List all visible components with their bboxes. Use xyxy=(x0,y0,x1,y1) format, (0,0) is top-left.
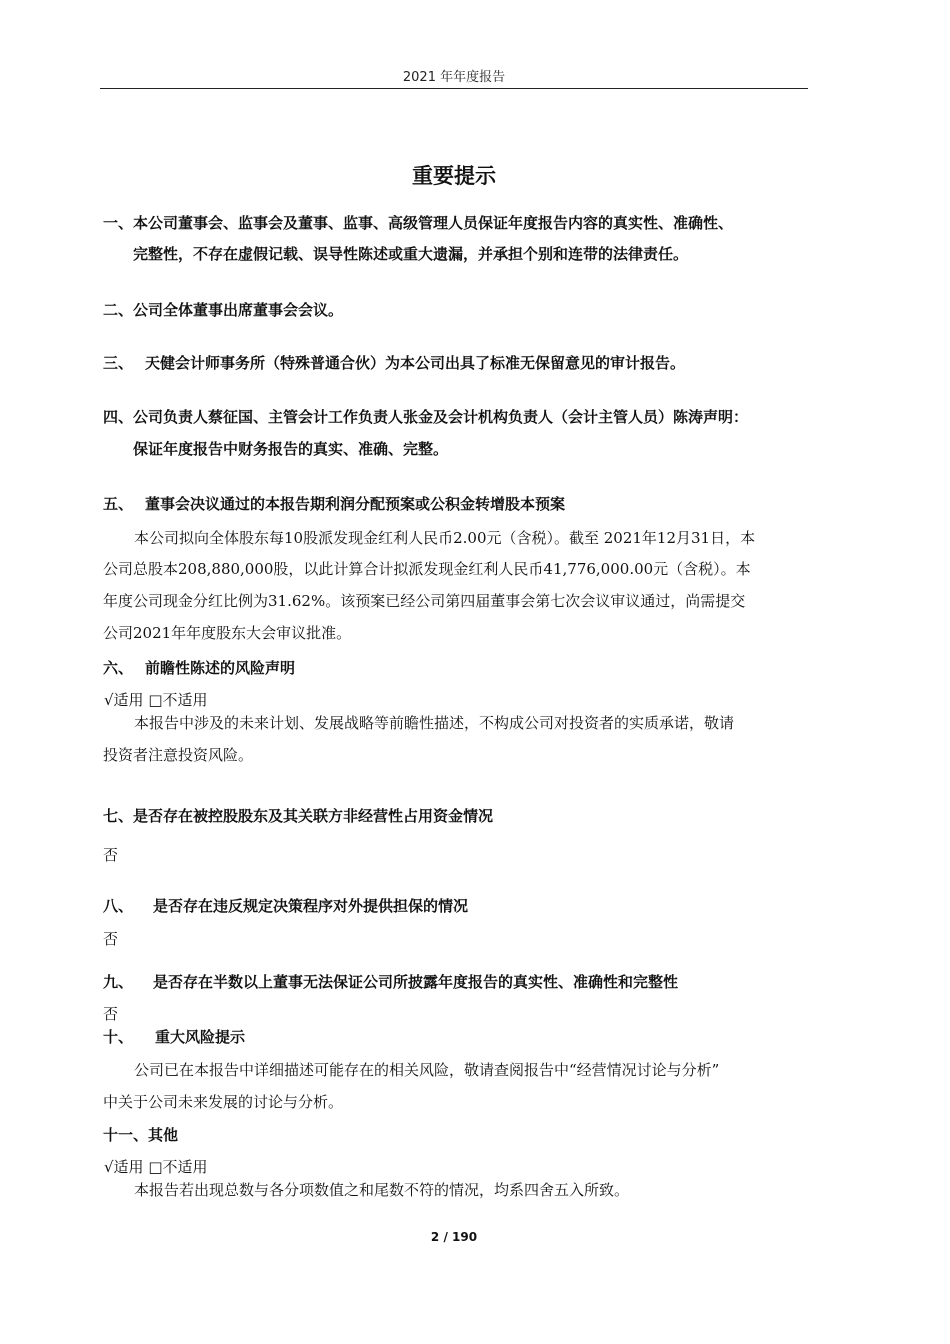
section-4-line2: 保证年度报告中财务报告的真实、准确、完整。 xyxy=(133,440,449,458)
section-10-para-line2: 中关于公司未来发展的讨论与分析。 xyxy=(103,1093,344,1111)
section-6-para-line1: 本报告中涉及的未来计划、发展战略等前瞻性描述，不构成公司对投资者的实质承诺，敬请 xyxy=(134,714,735,732)
section-1-line2: 完整性，不存在虚假记载、误导性陈述或重大遗漏，并承担个别和连带的法律责任。 xyxy=(133,245,689,263)
section-6-title: 前瞻性陈述的风险声明 xyxy=(145,659,296,677)
section-10-heading xyxy=(103,1026,245,1047)
section-8-answer: 否 xyxy=(103,930,119,948)
section-2-number: 二、 xyxy=(103,301,134,319)
section-7-number: 七、 xyxy=(103,807,134,825)
section-5-para-line3: 年度公司现金分红比例为31.62%。该预案已经公司第四届董事会第七次会议审议通过，尚需提交 xyxy=(103,592,746,610)
section-7-title: 是否存在被控股股东及其关联方非经营性占用资金情况 xyxy=(133,807,494,825)
section-10-number: 十、 xyxy=(103,1028,134,1046)
section-3-number: 三、 xyxy=(103,354,134,372)
section-4-number: 四、 xyxy=(103,408,134,426)
section-11-applicability: √适用 □不适用 xyxy=(104,1158,208,1176)
section-8-heading xyxy=(103,895,468,916)
section-9-heading xyxy=(103,971,678,992)
section-5-para-line1: 本公司拟向全体股东每10股派发现金红利人民币2.00元（含税）。截至 2021年12月31日，本 xyxy=(134,529,756,547)
page-title: 重要提示 xyxy=(412,164,496,188)
section-10-para-line1: 公司已在本报告中详细描述可能存在的相关风险，敬请查阅报告中“经营情况讨论与分析” xyxy=(134,1061,720,1079)
section-11-title: 其他 xyxy=(148,1126,179,1144)
section-8-number: 八、 xyxy=(103,897,134,915)
section-10-title: 重大风险提示 xyxy=(155,1028,246,1046)
section-6-heading xyxy=(103,657,295,678)
section-11-number: 十一、 xyxy=(103,1126,149,1144)
section-2-text: 公司全体董事出席董事会会议。 xyxy=(133,301,344,319)
section-1-number: 一、 xyxy=(103,214,134,232)
section-4-line1: 公司负责人蔡征国、主管会计工作负责人张金及会计机构负责人（会计主管人员）陈涛声明： xyxy=(133,408,749,426)
section-6-applicability: √适用 □不适用 xyxy=(104,691,208,709)
section-5-para-line2: 公司总股本208,880,000股，以此计算合计拟派发现金红利人民币41,776,000.00元（含税）。本 xyxy=(103,560,751,578)
section-5-title: 董事会决议通过的本报告期利润分配预案或公积金转增股本预案 xyxy=(145,495,566,513)
section-1 xyxy=(103,212,733,233)
section-3-text: 天健会计师事务所（特殊普通合伙）为本公司出具了标准无保留意见的审计报告。 xyxy=(145,354,686,372)
section-6-number: 六、 xyxy=(103,659,134,677)
section-3 xyxy=(103,352,685,373)
section-9-title: 是否存在半数以上董事无法保证公司所披露年度报告的真实性、准确性和完整性 xyxy=(153,973,679,991)
page-number: 2 / 190 xyxy=(430,1230,478,1244)
section-5-number: 五、 xyxy=(103,495,134,513)
section-2 xyxy=(103,299,343,320)
section-11-heading xyxy=(103,1124,178,1145)
section-1-line1: 本公司董事会、监事会及董事、监事、高级管理人员保证年度报告内容的真实性、准确性、 xyxy=(133,214,734,232)
section-9-number: 九、 xyxy=(103,973,134,991)
section-9-answer: 否 xyxy=(103,1005,119,1023)
section-4 xyxy=(103,406,748,427)
section-6-para-line2: 投资者注意投资风险。 xyxy=(103,746,254,764)
section-8-title: 是否存在违反规定决策程序对外提供担保的情况 xyxy=(153,897,469,915)
section-11-para-line1: 本报告若出现总数与各分项数值之和尾数不符的情况，均系四舍五入所致。 xyxy=(134,1181,630,1199)
section-5-heading xyxy=(103,493,565,514)
header-rule xyxy=(100,88,808,89)
section-7-heading xyxy=(103,805,493,826)
section-7-answer: 否 xyxy=(103,846,119,864)
section-5-para-line4: 公司2021年年度股东大会审议批准。 xyxy=(103,624,352,642)
running-header: 2021 年年度报告 xyxy=(402,70,506,85)
